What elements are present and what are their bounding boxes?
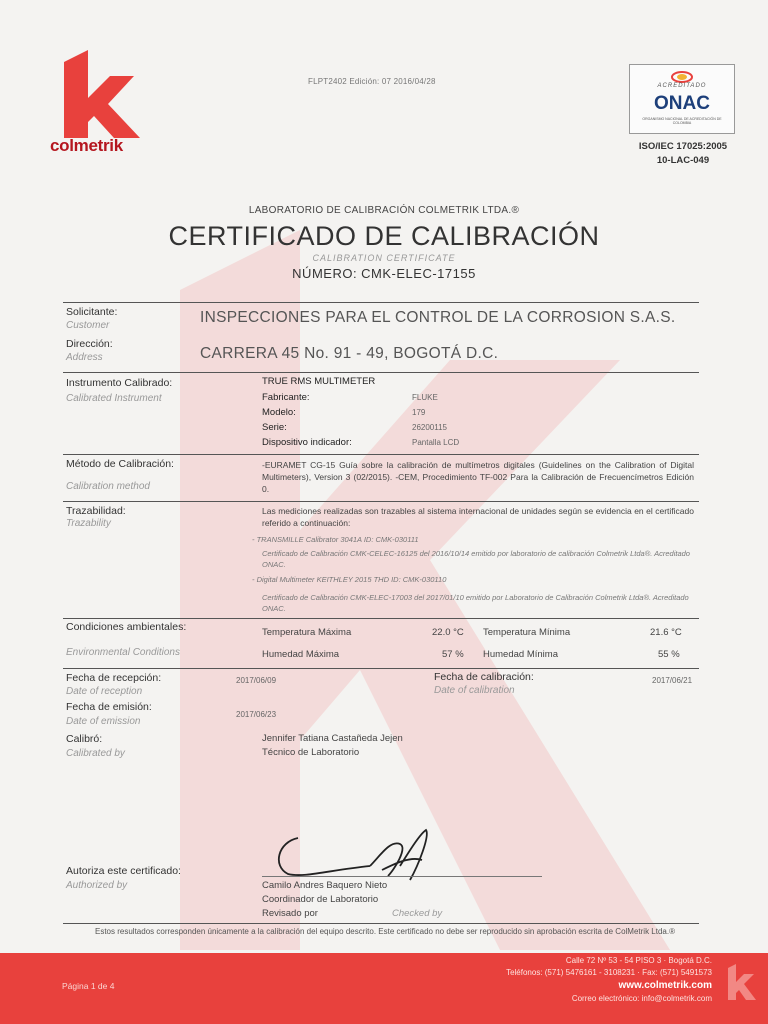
footer-email bbox=[572, 994, 712, 1003]
serial-label: Serie: bbox=[262, 422, 287, 433]
onac-name: ONAC bbox=[654, 93, 710, 114]
calibrated-by-label: Calibró: bbox=[66, 733, 103, 745]
footer-phones: Teléfonos: (571) 5476161 - 3108231 · Fax: (571) 5491573 bbox=[506, 968, 712, 977]
authorized-label-en: Authorized by bbox=[66, 880, 128, 891]
divider bbox=[63, 923, 699, 924]
hum-max-label: Humedad Máxima bbox=[262, 649, 340, 660]
traceability-label: Trazabilidad: bbox=[66, 505, 126, 517]
footer-address: Calle 72 Nº 53 - 54 PISO 3 · Bogotá D.C. bbox=[565, 956, 712, 965]
hum-max-value: 57 % bbox=[442, 649, 464, 660]
divider bbox=[63, 501, 699, 502]
iso-standard: ISO/IEC 17025:2005 bbox=[638, 141, 728, 152]
temp-max-value: 22.0 °C bbox=[432, 627, 464, 638]
certificate-title: CERTIFICADO DE CALIBRACIÓN bbox=[168, 221, 600, 251]
temp-max-label: Temperatura Máxima bbox=[262, 627, 352, 638]
emission-label-en: Date of emission bbox=[66, 716, 141, 727]
reception-date: 2017/06/09 bbox=[236, 676, 277, 685]
hum-min-label: Humedad Mínima bbox=[483, 649, 558, 660]
onac-subtitle: ORGANISMO NACIONAL DE ACREDITACIÓN DE COLOMBIA bbox=[642, 117, 722, 125]
model-value: 179 bbox=[412, 408, 426, 417]
certificate-number: NÚMERO: CMK-ELEC-17155 bbox=[292, 266, 476, 281]
reviewed-label: Revisado por bbox=[262, 908, 318, 919]
temp-min-label: Temperatura Mínima bbox=[483, 627, 571, 638]
address-label-en: Address bbox=[66, 352, 103, 363]
divider bbox=[63, 618, 699, 619]
divider bbox=[63, 372, 699, 373]
method-text: -EURAMET CG-15 Guía sobre la calibración de multímetros digitales (Guidelines on the Calibration of Digital Multimeters), Version 3 (02/2015). -CEM, Procedimiento TF-002 Para la Calibración de Frecuencímetros Edición 0. bbox=[262, 460, 694, 494]
footer-k-logo-icon bbox=[724, 962, 758, 1002]
laboratory-name: LABORATORIO DE CALIBRACIÓN COLMETRIK LTDA.® bbox=[248, 205, 520, 216]
calibrated-by-role: Técnico de Laboratorio bbox=[262, 747, 360, 758]
emission-label: Fecha de emisión: bbox=[66, 701, 152, 713]
calibrated-by-label-en: Calibrated by bbox=[66, 748, 125, 759]
calibration-date: 2017/06/21 bbox=[652, 676, 693, 685]
authorized-label: Autoriza este certificado: bbox=[66, 865, 181, 877]
divider bbox=[63, 668, 699, 669]
serial-value: 26200115 bbox=[412, 423, 447, 432]
disclaimer: Estos resultados corresponden únicamente a la calibración del equipo descrito. Este certificado no debe ser reproducido sin aprobación escrita de ColMetrik Ltda.® bbox=[95, 927, 675, 936]
method-label: Método de Calibración: bbox=[66, 458, 174, 470]
brand-name: colmetrik bbox=[50, 136, 123, 155]
footer-website-link[interactable]: www.colmetrik.com bbox=[618, 980, 712, 991]
calibration-date-label-en: Date of calibration bbox=[434, 685, 515, 696]
traceability-text: Las mediciones realizadas son trazables al sistema internacional de unidades según se evidencia en el certificado referido a continuación: bbox=[262, 506, 694, 528]
form-code: FLPT2402 Edición: 07 2016/04/28 bbox=[308, 77, 436, 86]
authorized-role: Coordinador de Laboratorio bbox=[262, 894, 379, 905]
email-label: Correo electrónico: bbox=[571, 994, 640, 1003]
reviewed-label-en: Checked by bbox=[392, 908, 443, 919]
instrument-label: Instrumento Calibrado: bbox=[66, 377, 173, 389]
signature-icon bbox=[270, 826, 440, 886]
address-label: Dirección: bbox=[66, 338, 113, 350]
authorized-name: Camilo Andres Baquero Nieto bbox=[262, 880, 388, 891]
accreditation-code: 10-LAC-049 bbox=[656, 155, 710, 166]
display-label: Dispositivo indicador: bbox=[262, 437, 352, 448]
address-value: CARRERA 45 No. 91 - 49, BOGOTÁ D.C. bbox=[200, 345, 499, 362]
calibration-date-label: Fecha de calibración: bbox=[434, 671, 534, 683]
traceability-label-en: Trazability bbox=[66, 518, 111, 529]
manufacturer-label: Fabricante: bbox=[262, 392, 310, 403]
trace-item-1: - TRANSMILLE Calibrator 3041A ID: CMK-030111 bbox=[252, 535, 419, 544]
manufacturer-value: FLUKE bbox=[412, 393, 438, 402]
reception-label: Fecha de recepción: bbox=[66, 672, 162, 684]
client-label-en: Customer bbox=[66, 320, 110, 331]
calibrated-by-name: Jennifer Tatiana Castañeda Jejen bbox=[262, 733, 403, 744]
trace-item-2-cert: Certificado de Calibración CMK-ELEC-17003 del 2017/01/10 emitido por Laboratorio de Calibración Colmetrik Ltda®. Acreditado ONAC. bbox=[262, 593, 689, 613]
signature-line bbox=[262, 876, 542, 877]
model-label: Modelo: bbox=[262, 407, 296, 418]
instrument-label-en: Calibrated Instrument bbox=[66, 393, 162, 404]
emission-date: 2017/06/23 bbox=[236, 710, 277, 719]
iso-accreditation bbox=[628, 140, 738, 168]
certificate-subtitle: CALIBRATION CERTIFICATE bbox=[312, 253, 456, 263]
onac-swirl-icon bbox=[670, 70, 694, 83]
onac-top-text: ACREDITADO bbox=[657, 83, 707, 89]
trace-item-1-cert: Certificado de Calibración CMK-CELEC-16125 del 2016/10/14 emitido por laboratorio de calibración Colmetrik Ltda®. Acreditado ONAC. bbox=[262, 549, 690, 569]
display-value: Pantalla LCD bbox=[412, 438, 460, 447]
conditions-label: Condiciones ambientales: bbox=[66, 621, 187, 633]
conditions-label-en: Environmental Conditions bbox=[66, 647, 180, 658]
trace-item-2: - Digital Multimeter KEITHLEY 2015 THD ID: CMK-030110 bbox=[252, 575, 447, 584]
client-value: INSPECCIONES PARA EL CONTROL DE LA CORROSION S.A.S. bbox=[200, 309, 676, 326]
instrument-name: TRUE RMS MULTIMETER bbox=[262, 376, 376, 387]
divider bbox=[63, 454, 699, 455]
hum-min-value: 55 % bbox=[658, 649, 680, 660]
page-indicator: Página 1 de 4 bbox=[62, 981, 115, 991]
temp-min-value: 21.6 °C bbox=[650, 627, 682, 638]
method-label-en: Calibration method bbox=[66, 481, 150, 492]
onac-accreditation-badge bbox=[629, 64, 735, 134]
divider bbox=[63, 302, 699, 303]
client-label: Solicitante: bbox=[66, 306, 118, 318]
reception-label-en: Date of reception bbox=[66, 686, 143, 697]
email-link[interactable]: info@colmetrik.com bbox=[641, 994, 712, 1003]
